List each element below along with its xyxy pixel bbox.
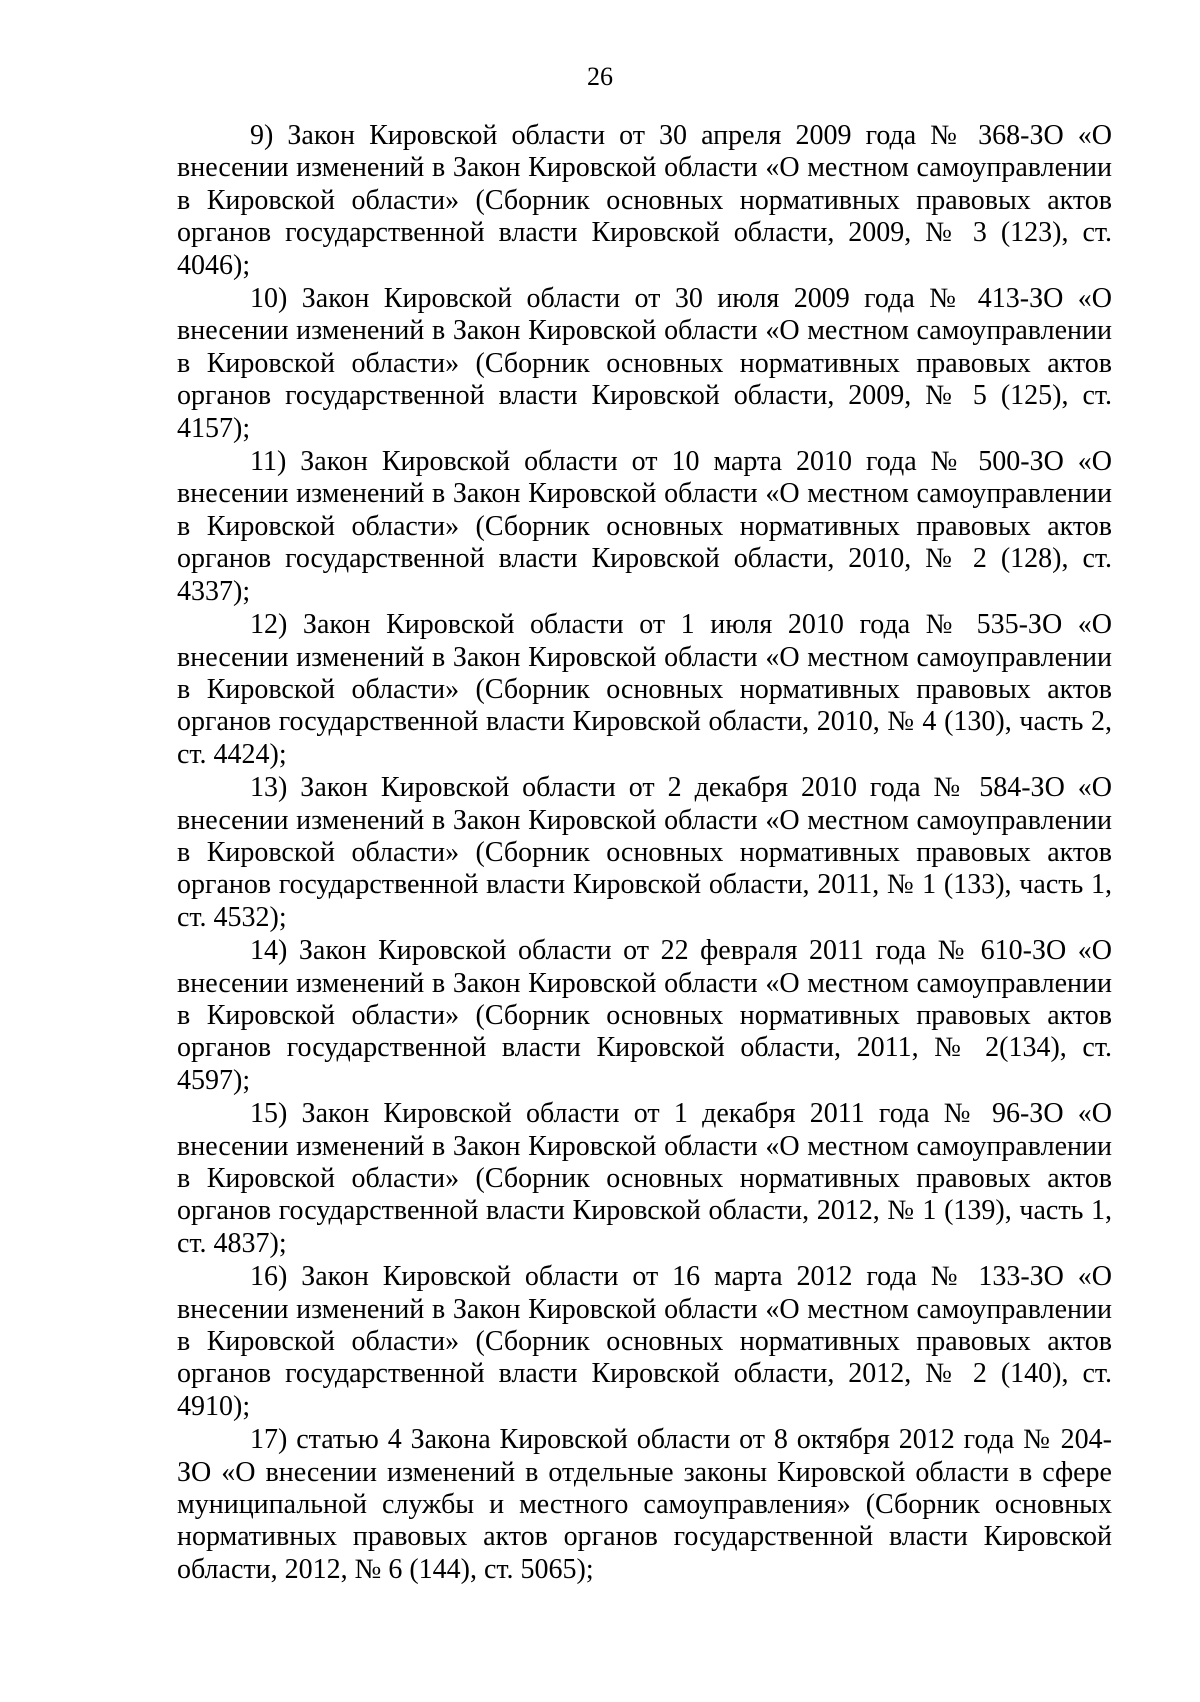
law-item-12: 12) Закон Кировской области от 1 июля 2010 года № 535-ЗО «О внесении изменений в Закон Кировской области «О местном самоуправлении в Кировской области» (Сборник основных нормативных правовых актов органов государственной власти Кировской области, 2010, № 4 (130), часть 2, ст. 4424); <box>177 609 1112 770</box>
law-item-13: 13) Закон Кировской области от 2 декабря 2010 года № 584-ЗО «О внесении изменений в Закон Кировской области «О местном самоуправлении в Кировской области» (Сборник основных нормативных правовых актов органов государственной власти Кировской области, 2011, № 1 (133), часть 1, ст. 4532); <box>177 772 1112 933</box>
law-item-9: 9) Закон Кировской области от 30 апреля 2009 года № 368-ЗО «О внесении изменений в Закон Кировской области «О местном самоуправлении в Кировской области» (Сборник основных нормативных правовых актов органов государственной власти Кировской области, 2009, № 3 (123), ст. 4046); <box>177 120 1112 281</box>
law-item-10: 10) Закон Кировской области от 30 июля 2009 года № 413-ЗО «О внесении изменений в Закон Кировской области «О местном самоуправлении в Кировской области» (Сборник основных нормативных правовых актов органов государственной власти Кировской области, 2009, № 5 (125), ст. 4157); <box>177 283 1112 444</box>
law-item-15: 15) Закон Кировской области от 1 декабря 2011 года № 96-ЗО «О внесении изменений в Закон Кировской области «О местном самоуправлении в Кировской области» (Сборник основных нормативных правовых актов органов государственной власти Кировской области, 2012, № 1 (139), часть 1, ст. 4837); <box>177 1098 1112 1259</box>
law-item-17: 17) статью 4 Закона Кировской области от 8 октября 2012 года № 204-ЗО «О внесении изменений в отдельные законы Кировской области в сфере муниципальной службы и местного самоуправления» (Сборник основных нормативных правовых актов органов государственной власти Кировской области, 2012, № 6 (144), ст. 5065); <box>177 1424 1112 1585</box>
law-item-11: 11) Закон Кировской области от 10 марта 2010 года № 500-ЗО «О внесении изменений в Закон Кировской области «О местном самоуправлении в Кировской области» (Сборник основных нормативных правовых актов органов государственной власти Кировской области, 2010, № 2 (128), ст. 4337); <box>177 446 1112 607</box>
page-number: 26 <box>587 62 613 91</box>
document-body <box>177 120 1112 1586</box>
law-item-16: 16) Закон Кировской области от 16 марта 2012 года № 133-ЗО «О внесении изменений в Закон Кировской области «О местном самоуправлении в Кировской области» (Сборник основных нормативных правовых актов органов государственной власти Кировской области, 2012, № 2 (140), ст. 4910); <box>177 1261 1112 1422</box>
law-item-14: 14) Закон Кировской области от 22 февраля 2011 года № 610-ЗО «О внесении изменений в Закон Кировской области «О местном самоуправлении в Кировской области» (Сборник основных нормативных правовых актов органов государственной власти Кировской области, 2011, № 2(134), ст. 4597); <box>177 935 1112 1096</box>
